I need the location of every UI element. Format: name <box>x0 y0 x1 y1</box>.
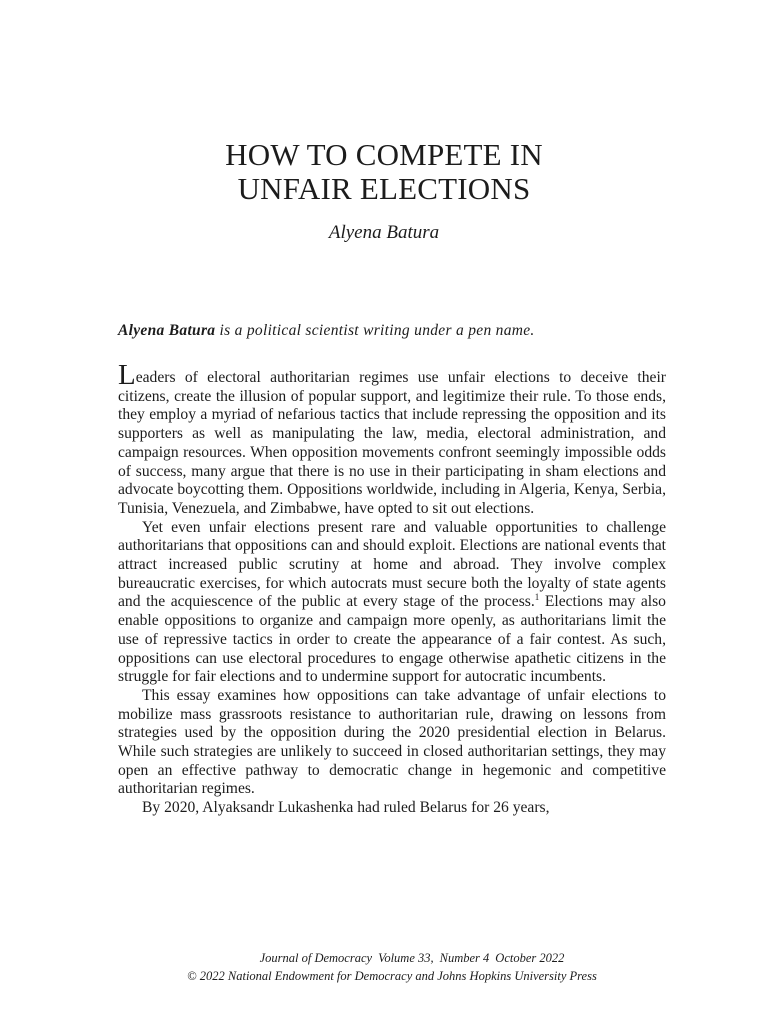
paragraph-4: By 2020, Alyaksandr Lukashenka had ruled Belarus for 26 years, <box>142 799 550 817</box>
journal-date: October 2022 <box>495 951 565 965</box>
journal-volume: Volume 33, <box>378 951 434 965</box>
copyright-line: © 2022 National Endowment for Democracy and Johns Hopkins University Press <box>187 969 597 983</box>
paragraph-1 <box>118 359 666 519</box>
journal-number: Number 4 <box>439 951 490 965</box>
title-line-1: HOW TO COMPETE IN <box>225 137 543 172</box>
journal-name: Journal of Democracy <box>259 951 373 965</box>
article-body <box>118 359 666 818</box>
footnote-marker[interactable]: 1 <box>534 592 540 603</box>
author-bio <box>118 322 535 340</box>
drop-cap: L <box>118 359 136 391</box>
bio-description: is a political scientist writing under a pen name. <box>215 322 535 339</box>
article-title <box>0 138 768 206</box>
journal-citation <box>28 951 768 966</box>
paragraph-1-text: eaders of electoral authoritarian regimes use unfair elections to deceive their citizens, create the illusion of popular support, and legitimize their rule. To those ends, they employ a myriad of nefarious tactics that include repressing the opposition and its supporters as well as manipulating the law, media, electoral administration, and campaign resources. When opposition movements confront seemingly impossible odds of success, many argue that there is no use in their participating in sham elections and advocate boycotting them. Oppositions worldwide, including in Algeria, Kenya, Serbia, Tunisia, Venezuela, and Zimbabwe, have opted to sit out elections. <box>118 369 666 517</box>
title-line-2: UNFAIR ELECTIONS <box>237 171 531 206</box>
paragraph-2-text-b: Elections may also enable oppositions to organize and campaign more openly, as authoritarians limit the use of repressive tactics in order to create the appearance of a fair contest. As such, oppositions can use electoral procedures to engage otherwise apathetic citizens in the struggle for fair elections and to undermine support for autocratic incumbents. <box>118 593 666 686</box>
paragraph-2 <box>118 519 666 687</box>
paragraph-3: This essay examines how oppositions can take advantage of unfair elections to mobilize mass grassroots resistance to authoritarian rule, drawing on lessons from strategies used by the opposition during the 2020 presidential election in Belarus. While such strategies are unlikely to succeed in closed authoritarian settings, they may open an effective pathway to democratic change in hegemonic and competitive authoritarian regimes. <box>118 686 666 798</box>
paragraph-2-text-a: Yet even unfair elections present rare and valuable opportunities to challenge authoritarians that oppositions can and should exploit. Elections are national events that attract increased public scrutiny at home and abroad. They involve complex bureaucratic exercises, for which autocrats must secure both the loyalty of state agents and the acquiescence of the public at every stage of the process. <box>118 518 666 611</box>
bio-author-name: Alyena Batura <box>118 322 216 339</box>
author-byline: Alyena Batura <box>328 222 440 243</box>
